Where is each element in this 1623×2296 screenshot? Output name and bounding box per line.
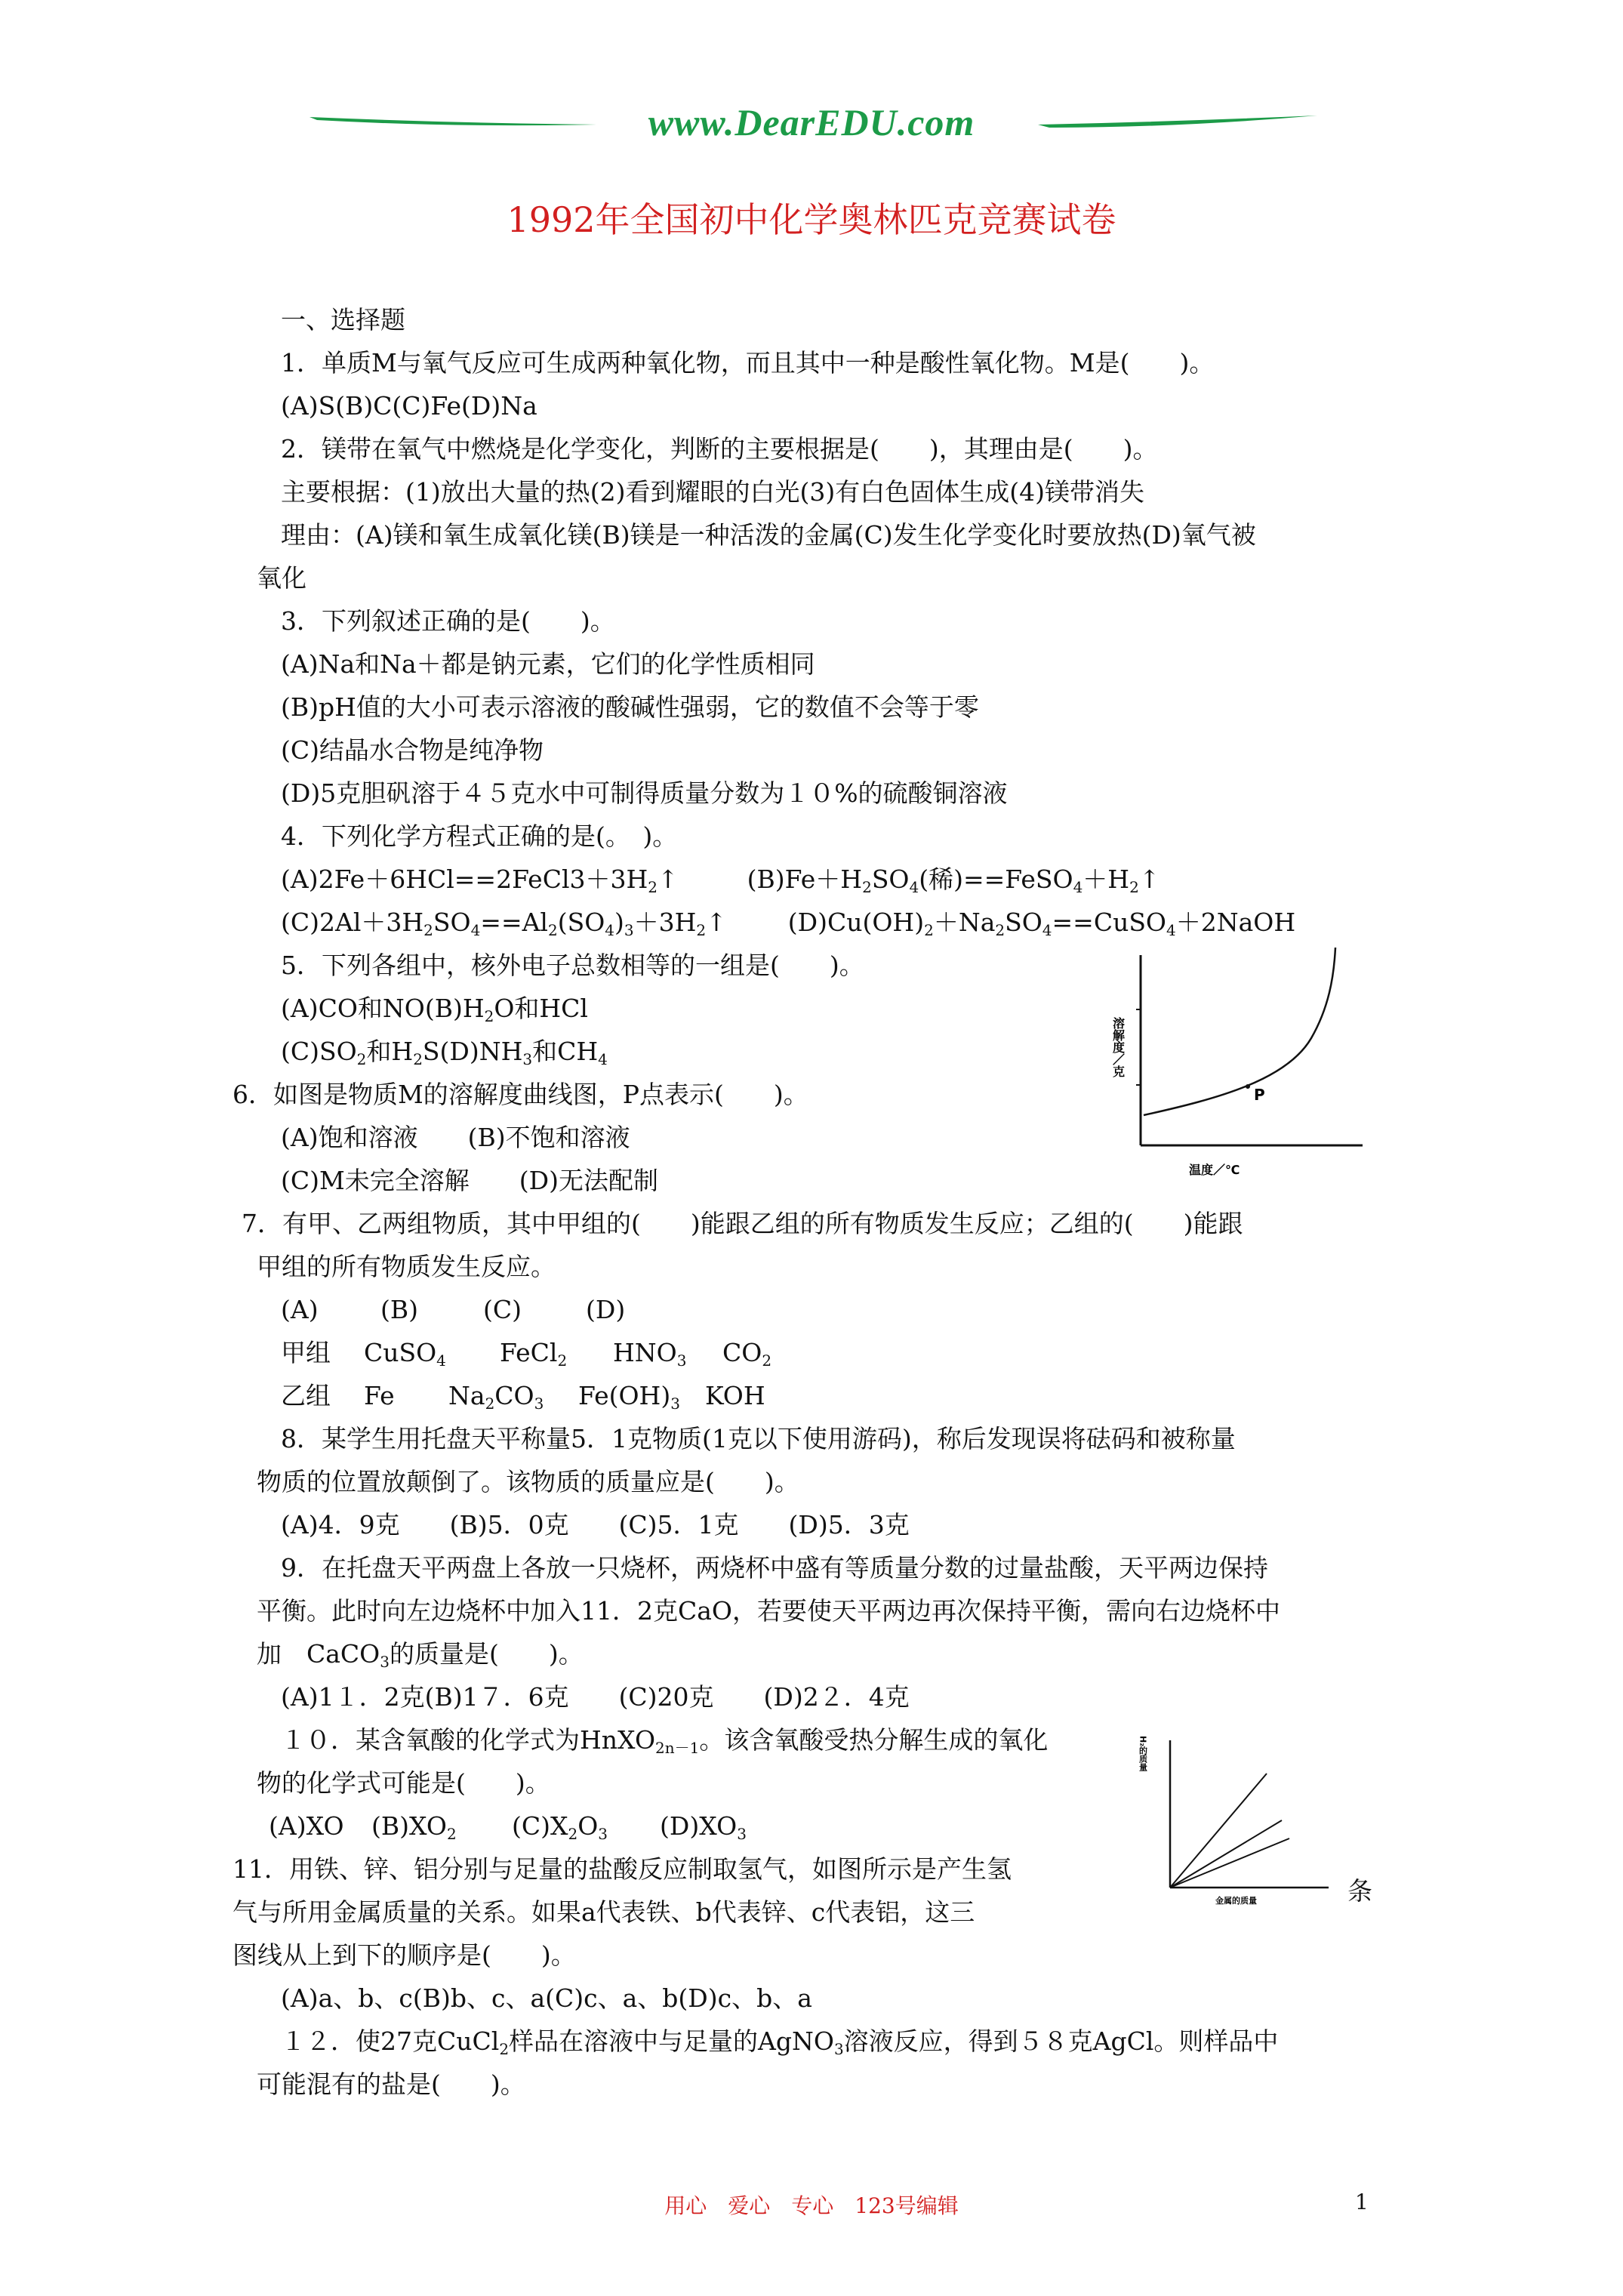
q7-column-headers: (A) (B) (C) (D) (281, 1295, 626, 1324)
q11-floating-char: 条 (1347, 1876, 1372, 1906)
hydrogen-mass-figure (1140, 1725, 1329, 1914)
q6-options-ab: (A)饱和溶液 (B)不饱和溶液 (281, 1123, 630, 1152)
solubility-curve-figure (1110, 948, 1400, 1182)
q2-stem: 2．镁带在氧气中燃烧是化学变化，判断的主要根据是( )，其理由是( )。 (281, 434, 1158, 464)
q7-stem-cont: 甲组的所有物质发生反应。 (257, 1252, 556, 1281)
q4-stem: 4．下列化学方程式正确的是(。 )。 (281, 821, 678, 851)
q9-stem-cont: 平衡。此时向左边烧杯中加入11．2克CaO，若要使天平两边再次保持平衡，需向右边烧杯中 (257, 1596, 1280, 1626)
q3-option-a: (A)Na和Na＋都是钠元素，它们的化学性质相同 (281, 649, 815, 679)
q6-stem: 6．如图是物质M的溶解度曲线图，P点表示( )。 (233, 1080, 808, 1109)
q3-stem: 3．下列叙述正确的是( )。 (281, 606, 615, 636)
page-title: 1992年全国初中化学奥林匹克竞赛试卷 (507, 199, 1116, 240)
q11-options: (A)a、b、c(B)b、c、a(C)c、a、b(D)c、b、a (281, 1983, 812, 2013)
metal-mass-axis-label: 金属的质量 (1215, 1896, 1257, 1906)
q2-reason-cont: 氧化 (257, 563, 306, 593)
q8-options: (A)4．9克 (B)5．0克 (C)5．1克 (D)5．3克 (281, 1510, 910, 1539)
q2-reason: 理由：(A)镁和氧生成氧化镁(B)镁是一种活泼的金属(C)发生化学变化时要放热(D)氧气被 (281, 520, 1256, 550)
q5-options-ab: (A)CO和$NO(B)H_2O$和HCl (281, 994, 588, 1025)
q11-stem-cont2: 图线从上到下的顺序是( )。 (233, 1940, 576, 1970)
section-heading: 一、选择题 (281, 305, 405, 334)
q1-stem: 1．单质M与氧气反应可生成两种氧化物，而且其中一种是酸性氧化物。M是( )。 (281, 348, 1215, 378)
q4-options-cd: $(C)2Al+3H_2SO_4==Al_2(SO_4)_3+3H_2↑$ $(D)Cu(OH)_2+Na_2SO_4==CuSO_4+2NaOH$ (281, 908, 1296, 939)
q7-row-jia: 甲组 CuSO$_4$ FeCl$_2$ $HNO_3$ $CO_2$ (281, 1338, 772, 1370)
temperature-axis-label: 温度／℃ (1189, 1163, 1240, 1177)
q4-options-ab: $(A)2Fe+6HCl==2FeCl3+3H_2↑$ $(B)Fe+H_2SO_4$(稀)$==FeSO_4+H_2↑$ (281, 864, 1160, 896)
q1-options: (A)S(B)C(C)Fe(D)Na (281, 391, 537, 421)
q12-stem-cont: 可能混有的盐是( )。 (257, 2069, 525, 2099)
q7-stem: 7．有甲、乙两组物质，其中甲组的( )能跟乙组的所有物质发生反应；乙组的( )能跟 (242, 1209, 1243, 1238)
site-url: www.DearEDU.com (648, 101, 975, 143)
q9-options: (A)1１．2克(B)1７．6克 (C)20克 (D)2２．4克 (281, 1682, 910, 1712)
q9-stem-cont2: 加 CaCO$_3$的质量是( )。 (257, 1639, 584, 1671)
q5-stem: 5．下列各组中，核外电子总数相等的一组是( )。 (281, 951, 864, 980)
point-p-label: P (1254, 1086, 1265, 1104)
footer-editor-credit: 用心 爱心 专心 123号编辑 (664, 2193, 959, 2218)
q8-stem: 8．某学生用托盘天平称量5．1克物质(1克以下使用游码)，称后发现误将砝码和被称量 (281, 1424, 1236, 1453)
q10-options: (A)XO $(B)XO_2$ $(C)X_2O_3$ $(D)XO_3$ (269, 1811, 747, 1843)
page-number: 1 (1355, 2190, 1369, 2214)
q9-stem: 9．在托盘天平两盘上各放一只烧杯，两烧杯中盛有等质量分数的过量盐酸，天平两边保持 (281, 1553, 1268, 1583)
q3-option-d: (D)5克胆矾溶于４５克水中可制得质量分数为１０%的硫酸铜溶液 (281, 778, 1008, 808)
q11-stem: 11．用铁、锌、铝分别与足量的盐酸反应制取氢气，如图所示是产生氢 (233, 1854, 1012, 1884)
q3-option-c: (C)结晶水合物是纯净物 (281, 735, 544, 765)
solubility-axis-label: 溶解度／克 (1110, 1017, 1126, 1077)
q3-option-b: (B)pH值的大小可表示溶液的酸碱性强弱，它的数值不会等于零 (281, 692, 979, 722)
q11-stem-cont: 气与所用金属质量的关系。如果a代表铁、b代表锌、c代表铝，这三 (233, 1897, 975, 1927)
site-header-banner (0, 94, 1623, 155)
q12-stem: １２．使27克CuCl$_2$样品在溶液中与足量的AgNO$_3$溶液反应，得到５８克AgCl。则样品中 (281, 2026, 1279, 2058)
q10-stem-cont: 物的化学式可能是( )。 (257, 1768, 550, 1798)
q6-options-cd: (C)M未完全溶解 (D)无法配制 (281, 1166, 658, 1195)
q2-basis: 主要根据：(1)放出大量的热(2)看到耀眼的白光(3)有白色固体生成(4)镁带消失 (281, 477, 1144, 507)
q5-options-cd: $(C)SO_2$和$H_2S(D)NH_3$和$CH_4$ (281, 1037, 608, 1068)
h2-mass-axis-label: H₂的质量 (1138, 1736, 1148, 1772)
q8-stem-cont: 物质的位置放颠倒了。该物质的质量应是( )。 (257, 1467, 799, 1496)
q7-row-yi: 乙组 Fe $Na_2CO_3$ $Fe(OH)_3$ KOH (281, 1381, 765, 1413)
q10-stem: １０．某含氧酸的化学式为HnXO$_{2n-1}$。该含氧酸受热分解生成的氧化 (281, 1725, 1049, 1757)
